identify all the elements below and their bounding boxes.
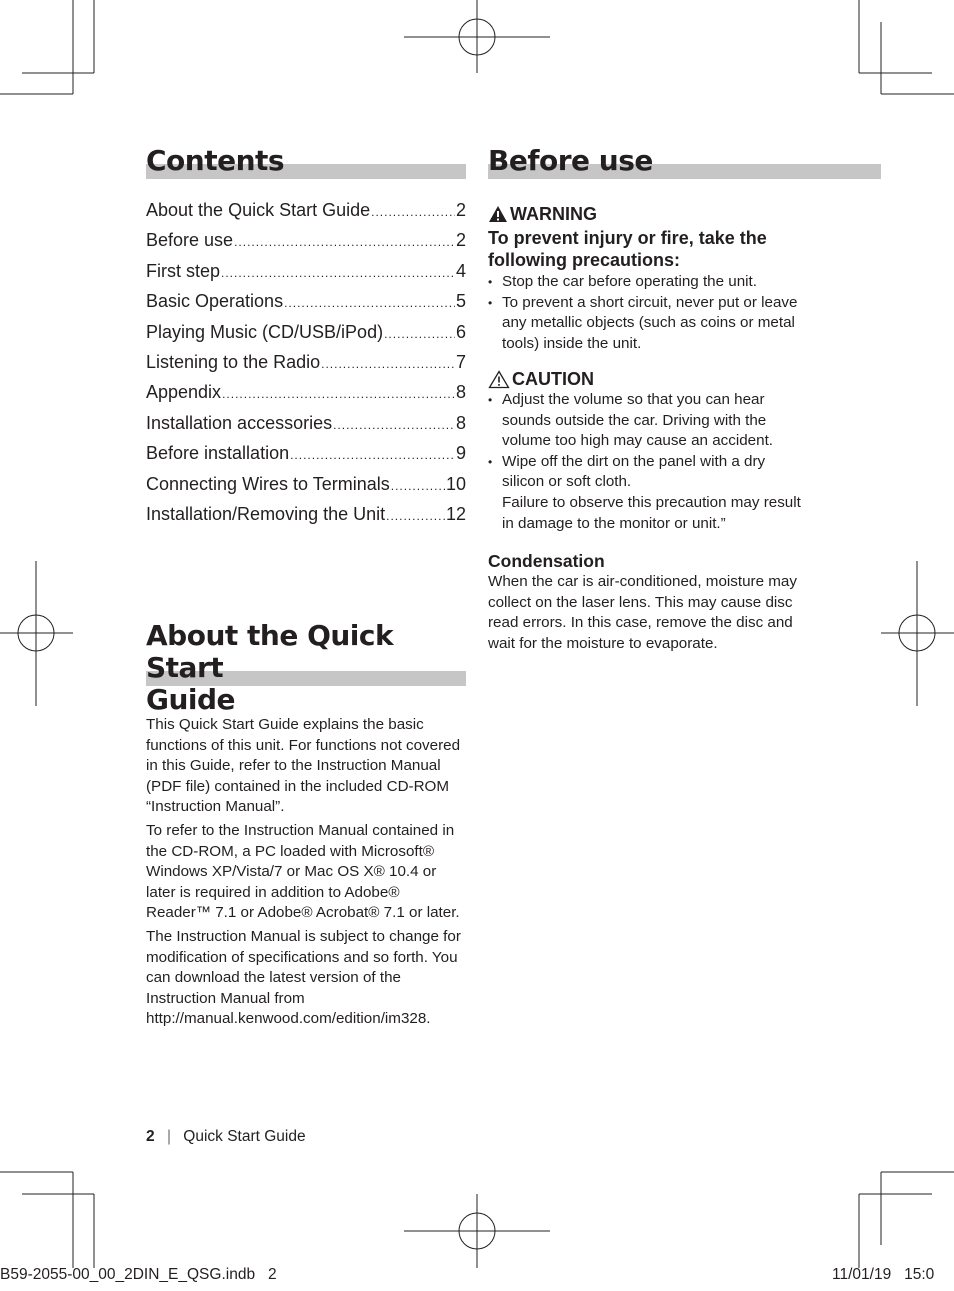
toc-entry-page: 10: [445, 473, 466, 494]
warning-section: [488, 203, 818, 354]
footer-guide-label: Quick Start Guide: [183, 1128, 306, 1145]
list-item: • Stop the car before operating the unit.: [488, 272, 806, 293]
warning-triangle-outline-icon: [488, 370, 510, 389]
toc-entry[interactable]: [146, 504, 466, 534]
slug-file: B59-2055-00_00_2DIN_E_QSG.indb 2: [0, 1266, 277, 1283]
warning-triangle-filled-icon: [488, 205, 508, 223]
toc-entry[interactable]: [146, 474, 466, 504]
toc-entry-title: Basic Operations: [146, 291, 284, 312]
toc-entry-page: 5: [455, 291, 466, 312]
toc-entry-page: 8: [455, 382, 466, 403]
caution-label-row: [488, 368, 818, 390]
toc-entry-title: Playing Music (CD/USB/iPod): [146, 321, 384, 342]
about-title-line2: Guide: [146, 683, 236, 716]
toc-leader-dots: [284, 296, 455, 310]
toc-entry-page: 2: [455, 230, 466, 251]
before-use-title: Before use: [488, 144, 653, 177]
list-item: [488, 452, 806, 534]
toc-entry-title: Connecting Wires to Terminals: [146, 473, 390, 494]
toc-entry-title: Installation/Removing the Unit: [146, 503, 386, 524]
about-paragraph: To refer to the Instruction Manual contained in the CD-ROM, a PC loaded with Microsoft® Windows XP/Vista/7 or Mac OS X® 10.4 or later is required in addition to Adobe® Reader™ 7.1 or Adobe® Acrobat® 7.1 or later.: [146, 821, 460, 922]
toc-leader-dots: [386, 509, 445, 523]
about-body: [146, 715, 468, 1033]
caution-list: [488, 390, 806, 534]
toc-entry[interactable]: [146, 230, 466, 260]
toc-leader-dots: [371, 205, 455, 219]
toc-entry-page: 8: [455, 412, 466, 433]
toc-entry-page: 7: [455, 351, 466, 372]
toc-leader-dots: [333, 418, 455, 432]
about-title-line1: About the Quick Start: [146, 619, 394, 684]
warning-heading: To prevent injury or fire, take the following precautions:: [488, 228, 767, 270]
table-of-contents: [146, 200, 466, 534]
toc-entry-title: First step: [146, 260, 221, 281]
about-paragraph: The Instruction Manual is subject to change for modification of specifications and so forth. You can download the latest version of the Instruction Manual from http://manual.kenwood.com/edition/im328.: [146, 927, 461, 1028]
toc-entry[interactable]: [146, 413, 466, 443]
toc-entry-title: Before use: [146, 230, 234, 251]
condensation-title: Condensation: [488, 551, 605, 571]
caution-label: CAUTION: [512, 369, 594, 389]
contents-title: Contents: [146, 144, 285, 177]
list-item: • Adjust the volume so that you can hear sounds outside the car. Driving with the volume too high may cause an accident.: [488, 390, 806, 452]
toc-entry-title: Before installation: [146, 443, 290, 464]
toc-entry-page: 6: [455, 321, 466, 342]
toc-entry[interactable]: [146, 200, 466, 230]
slug-datetime: 11/01/19 15:0: [832, 1266, 935, 1283]
toc-entry[interactable]: [146, 443, 466, 473]
condensation-text: When the car is air-conditioned, moisture may collect on the laser lens. This may cause disc read errors. In this case, remove the disc and wait for the moisture to evaporate.: [488, 573, 797, 652]
toc-entry-title: About the Quick Start Guide: [146, 200, 371, 220]
toc-entry-page: 2: [455, 200, 466, 220]
list-item-text: Wipe off the dirt on the panel with a dry silicon or soft cloth.: [502, 452, 766, 491]
page-footer: [146, 1128, 306, 1146]
caution-note: Failure to observe this precaution may result in damage to the monitor or unit.”: [502, 493, 801, 532]
toc-entry[interactable]: [146, 261, 466, 291]
about-paragraph: This Quick Start Guide explains the basic functions of this unit. For functions not covered in this Guide, refer to the Instruction Manual (PDF file) contained in the included CD-ROM “Instruction Manual”.: [146, 716, 461, 816]
warning-list: [488, 272, 806, 354]
toc-leader-dots: [384, 327, 455, 341]
caution-section: [488, 368, 818, 534]
warning-label-row: [488, 203, 818, 225]
list-item: • To prevent a short circuit, never put or leave any metallic objects (such as coins or metal tools) inside the unit.: [488, 293, 806, 355]
toc-leader-dots: [234, 235, 455, 249]
toc-entry[interactable]: [146, 352, 466, 382]
toc-entry-page: 12: [445, 503, 466, 524]
toc-entry-title: Appendix: [146, 382, 222, 403]
toc-leader-dots: [290, 448, 455, 462]
toc-entry-page: 4: [455, 260, 466, 281]
condensation-section: [488, 550, 818, 654]
toc-entry[interactable]: [146, 382, 466, 412]
page-number: 2: [146, 1128, 155, 1145]
toc-entry[interactable]: [146, 291, 466, 321]
about-title: [146, 620, 476, 716]
toc-entry[interactable]: [146, 322, 466, 352]
toc-leader-dots: [221, 266, 455, 280]
toc-entry-title: Listening to the Radio: [146, 351, 321, 372]
toc-entry-title: Installation accessories: [146, 412, 333, 433]
toc-leader-dots: [391, 479, 445, 493]
toc-leader-dots: [321, 357, 455, 371]
toc-leader-dots: [222, 387, 455, 401]
warning-label: WARNING: [510, 204, 597, 224]
footer-separator: |: [166, 1128, 171, 1145]
toc-entry-page: 9: [455, 443, 466, 464]
